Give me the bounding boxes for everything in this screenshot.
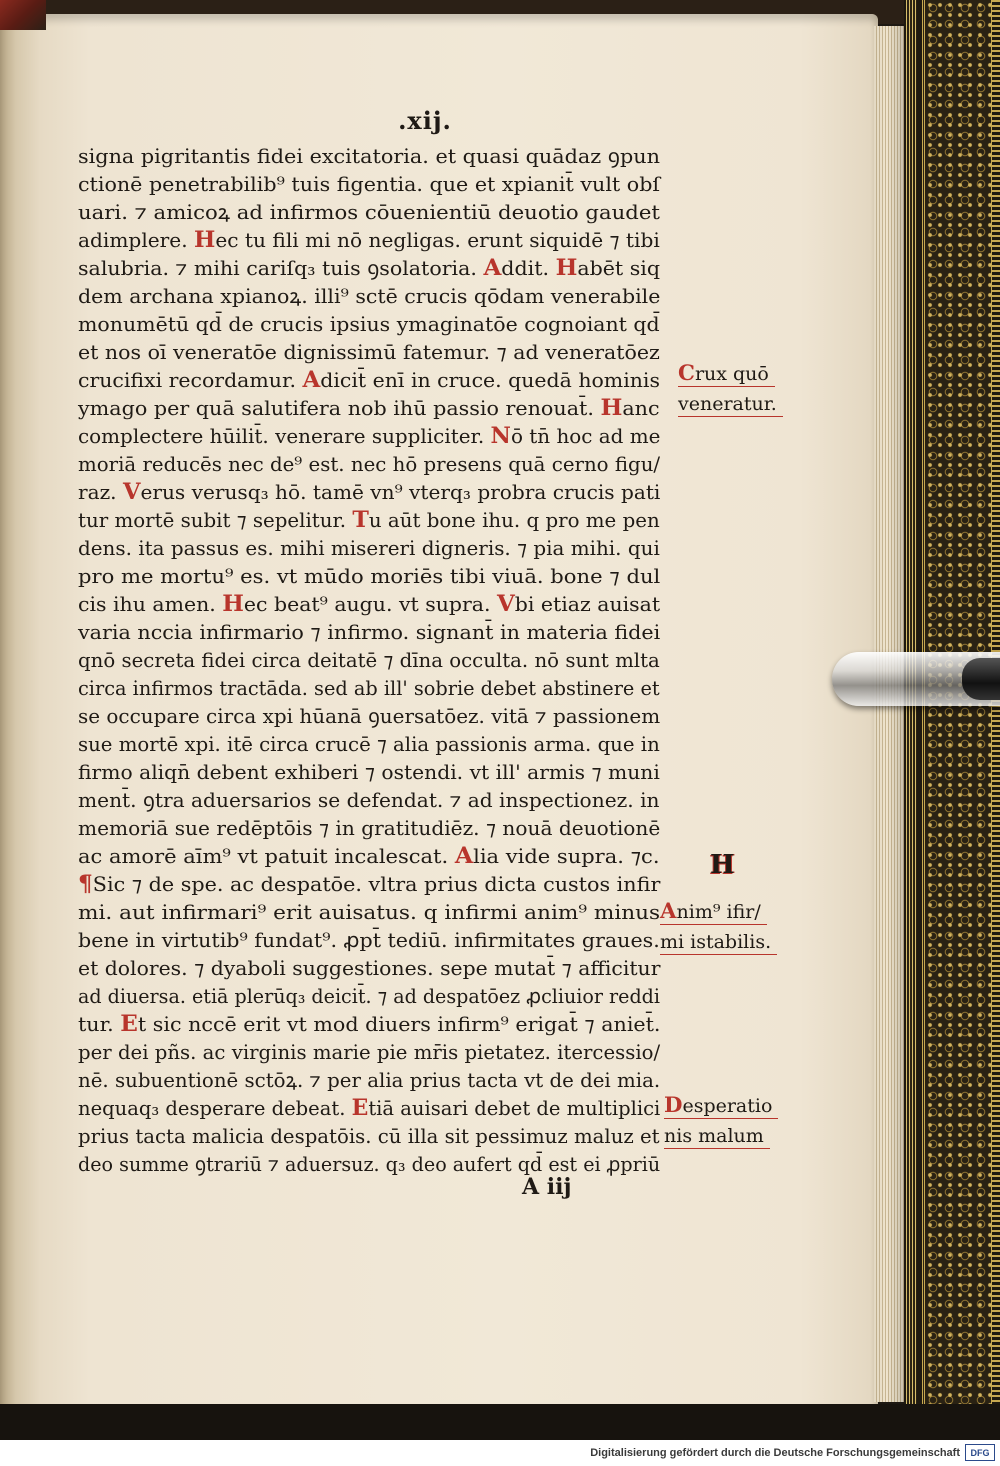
text-run: raz. [78, 480, 123, 504]
text-run: ō tn̄ hoc ad me [510, 424, 661, 448]
text-line [78, 898, 660, 926]
text-run: mi. aut infirmari⁹ erit auisatus. q infirmi anim⁹ minus [78, 900, 661, 924]
text-run: adimplere. [78, 228, 195, 252]
text-run: lia vide supra. ⁊c. [473, 844, 660, 868]
text-line-text [78, 310, 660, 338]
text-line-text [78, 366, 660, 394]
text-run: complectere hūilit̄. venerare suppliciter. [78, 424, 491, 448]
text-run: circa infirmos tractāda. sed ab ill' sobrie debet abstinere et [78, 676, 660, 700]
text-line-text [78, 674, 660, 702]
rubricated-initial: A [483, 255, 502, 281]
text-line [78, 366, 660, 394]
text-run: esperatio [682, 1095, 773, 1117]
text-line [78, 282, 660, 310]
rubricated-initial: C [678, 361, 695, 386]
text-run: ment̄. ꝯtra aduersarios se defendat. ⁊ ad inspectionez. in [78, 788, 660, 812]
text-run: signa pigritantis fidei excitatoria. et quasi quādaz ꝯpun [78, 144, 660, 168]
text-line [78, 954, 660, 982]
text-line [78, 730, 660, 758]
text-line-text [78, 198, 660, 226]
text-run: pro me mortu⁹ es. vt mūdo moriēs tibi viuā. bone ⁊ dul [78, 564, 661, 588]
text-run: anc [622, 396, 660, 420]
text-line [78, 506, 660, 534]
marginal-note-line [660, 898, 800, 928]
rubricated-initial: N [490, 423, 511, 449]
page-block-fore-edge [874, 26, 906, 1402]
marginal-note-line-text [664, 1124, 770, 1149]
text-line-text [78, 590, 660, 618]
text-line [78, 422, 660, 450]
rubricated-initial: E [351, 1095, 369, 1121]
text-line-text [78, 926, 660, 954]
text-run: et dolores. ⁊ dyaboli suggestiones. sepe mutat̄ ⁊ afficitur [78, 956, 661, 980]
text-run: cis ihu amen. [78, 592, 223, 616]
text-line [78, 758, 660, 786]
marginal-note-animus [660, 898, 800, 958]
funding-credit: Digitalisierung gefördert durch die Deutsche Forschungsgemeinschaft [590, 1447, 960, 1459]
text-run: monumētū qd̄ de crucis ipsius ymaginatōe cognoiant qd̄ [78, 312, 660, 336]
text-run: moriā reducēs nec de⁹ est. nec hō presens quā cerno figu/ [78, 452, 661, 476]
text-line-text [78, 1122, 660, 1150]
marginal-note-line-text [678, 392, 783, 417]
text-run: veneratur. [678, 393, 777, 415]
text-line-text [78, 1010, 660, 1038]
text-line [78, 814, 660, 842]
text-line-text [78, 814, 660, 842]
marginal-note-crux [678, 360, 818, 420]
text-line [78, 226, 660, 254]
text-line-text [78, 282, 660, 310]
text-line [78, 618, 660, 646]
text-run: abēt siq [577, 256, 661, 280]
text-run: tur mortē subit ⁊ sepelitur. [78, 508, 353, 532]
text-run: bi etiaz auisat [514, 592, 661, 616]
text-line [78, 534, 660, 562]
text-line-text [78, 170, 660, 198]
marginal-note-desperatio [664, 1092, 804, 1152]
text-run: ddit. [501, 256, 556, 280]
text-line-text [78, 842, 660, 870]
text-run: Sic ⁊ de spe. ac despatōe. vltra prius dicta custos infir [92, 872, 661, 896]
text-line [78, 842, 660, 870]
text-run: deo summe ꝯtrariū ⁊ aduersuz. q₃ deo aufert qd̄ est ei ꝓpriū [78, 1152, 661, 1176]
text-run: qnō secreta fidei circa deitatē ⁊ dīna occulta. nō sunt mlta [78, 648, 660, 672]
marginal-note-line [660, 928, 800, 958]
rubricated-initial: E [120, 1011, 138, 1037]
text-run: dens. ita passus es. mihi misereri digneris. ⁊ pia mihi. qui [78, 536, 660, 560]
text-line [78, 982, 660, 1010]
text-line [78, 1010, 660, 1038]
text-line-text [78, 786, 660, 814]
marginal-note-line [678, 390, 818, 420]
text-run: sue mortē xpi. itē circa crucē ⁊ alia passionis arma. que in [78, 732, 660, 756]
text-run: ymago per quā salutifera nob ihū passio renouat̄. [78, 396, 601, 420]
text-line-text [78, 618, 660, 646]
text-run: et nos oī veneratōe dignissimū fatemur. ⁊ ad veneratōez [78, 340, 660, 364]
text-run: t sic nccē erit vt mod diuers infirm⁹ erigat̄ ⁊ aniet̄. [137, 1012, 661, 1036]
text-line-text [78, 730, 660, 758]
text-run: nequaq₃ desperare debeat. [78, 1096, 352, 1120]
text-line-text [78, 870, 660, 898]
text-line [78, 310, 660, 338]
text-line [78, 926, 660, 954]
rubricated-initial: V [496, 591, 515, 617]
text-line [78, 1122, 660, 1150]
text-line-text [78, 1038, 660, 1066]
binding-corner [0, 0, 46, 30]
text-run: tiā auisari debet de multiplici [368, 1096, 661, 1120]
text-run: firmo aliqn̄ debent exhiberi ⁊ ostendi. vt ill' armis ⁊ muni [78, 760, 660, 784]
text-line [78, 646, 660, 674]
folio-number: .xij. [398, 106, 452, 135]
text-run: per dei pñs. ac virginis marie pie mr̄is pietatez. itercessio/ [78, 1040, 661, 1064]
text-run: salubria. ⁊ mihi cariſq₃ tuis ꝯsolatoria. [78, 256, 484, 280]
text-line-text [78, 646, 660, 674]
text-run: se occupare circa xpi hūanā ꝯuersatōez. vitā ⁊ passionem [78, 704, 661, 728]
rubricated-initial: A [660, 899, 677, 924]
text-run: memoriā sue redēptōis ⁊ in gratitudiēz. ⁊ nouā deuotionē [78, 816, 661, 840]
text-line-text [78, 702, 660, 730]
text-line-text [78, 562, 660, 590]
text-line [78, 1066, 660, 1094]
text-line [78, 674, 660, 702]
text-run: uari. ⁊ amicoꝝ ad infirmos cōuenientiū deuotio gaudet [78, 200, 660, 224]
text-run: varia nccia infirmario ⁊ infirmo. signant̄ in materia fidei [78, 620, 661, 644]
text-line-text [78, 338, 660, 366]
text-line-text [78, 254, 660, 282]
rubricated-initial: T [352, 507, 369, 533]
text-line-text [78, 1094, 660, 1122]
text-line [78, 786, 660, 814]
signature-mark: A iij [522, 1174, 572, 1200]
text-run: tur. [78, 1012, 121, 1036]
rubricated-initial: A [454, 843, 474, 869]
main-text-block [78, 142, 660, 1178]
rubricated-initial: A [302, 367, 321, 393]
rubricated-initial: ¶ [78, 871, 93, 897]
marginal-note-line-text [664, 1094, 778, 1119]
text-line-text [78, 1066, 660, 1094]
text-line-text [78, 898, 660, 926]
text-line [78, 198, 660, 226]
text-line-text [78, 226, 660, 254]
text-line [78, 1038, 660, 1066]
text-run: crucifixi recordamur. [78, 368, 303, 392]
rubricated-initial: V [122, 479, 141, 505]
text-run: ec beat⁹ augu. vt supra. [243, 592, 497, 616]
text-line [78, 702, 660, 730]
marginal-note-line-text [678, 362, 775, 387]
text-line-text [78, 534, 660, 562]
text-line [78, 590, 660, 618]
text-run: rux quō [694, 363, 769, 385]
text-line [78, 478, 660, 506]
text-line-text [78, 758, 660, 786]
book-bottom-shadow [0, 1404, 1000, 1440]
text-line-text [78, 394, 660, 422]
rubricated-initial: H [555, 255, 578, 281]
text-line [78, 142, 660, 170]
marginal-note-line [664, 1092, 804, 1122]
text-run: ec tu fili mi nō negligas. erunt siquidē ⁊ tibi [215, 228, 660, 252]
text-line-text [78, 982, 660, 1010]
text-run: prius tacta malicia despatōis. cū illa sit pessimuz maluz et [78, 1124, 660, 1148]
text-run: ac amorē aīm⁹ vt patuit incalescat. [78, 844, 455, 868]
marginal-note-line [678, 360, 818, 390]
marginal-note-line-text [660, 930, 777, 955]
text-run: nē. subuentionē sctōꝝ. ⁊ per alia prius tacta vt de dei mia. [78, 1068, 661, 1092]
text-line [78, 1094, 660, 1122]
text-line [78, 562, 660, 590]
text-line-text [78, 506, 660, 534]
text-line [78, 394, 660, 422]
text-run: ctionē penetrabilib⁹ tuis figentia. que et xpianit̄ vult obſ [78, 172, 661, 196]
dfg-logo-icon: DFG [965, 1444, 995, 1461]
text-line-text [78, 478, 660, 506]
text-line [78, 450, 660, 478]
text-run: nis malum [664, 1125, 764, 1147]
text-run: erus verusq₃ hō. tamē vn⁹ vterq₃ probra crucis pati [140, 480, 661, 504]
rubricated-initial: H [600, 395, 623, 421]
page-weight-holder [962, 658, 1000, 700]
text-line-text [78, 422, 660, 450]
text-line [78, 254, 660, 282]
rubricated-initial: H [194, 227, 216, 253]
rubricated-initial: D [664, 1093, 683, 1118]
text-line-text [78, 450, 660, 478]
text-line [78, 870, 660, 898]
text-line-text [78, 142, 660, 170]
text-line-text [78, 1150, 660, 1178]
text-run: ad diuersa. etiā plerūq₃ deicit̄. ⁊ ad despatōez ꝓcliuior reddi [78, 984, 660, 1008]
marginal-note-line [664, 1122, 804, 1152]
text-line [78, 170, 660, 198]
text-run: mi istabilis. [660, 931, 772, 953]
text-run: bene in virtutib⁹ fundat⁹. ꝓpt̄ tediū. infirmitates graues. [78, 928, 660, 952]
text-line-text [78, 954, 660, 982]
text-run: dicit̄ enī in cruce. quedā hominis [320, 368, 660, 392]
text-line [78, 1150, 660, 1178]
text-line [78, 338, 660, 366]
text-run: dem archana xpianoꝝ. illi⁹ sctē crucis qōdam venerabile [78, 284, 661, 308]
marginal-note-line-text [660, 900, 767, 925]
digitization-footer [0, 1440, 1000, 1466]
text-run: u aūt bone ihu. q pro me pen [368, 508, 660, 532]
rubricated-initial: H [222, 591, 244, 617]
text-run: nim⁹ ifir/ [676, 901, 761, 923]
marginal-mark: H [710, 850, 735, 880]
